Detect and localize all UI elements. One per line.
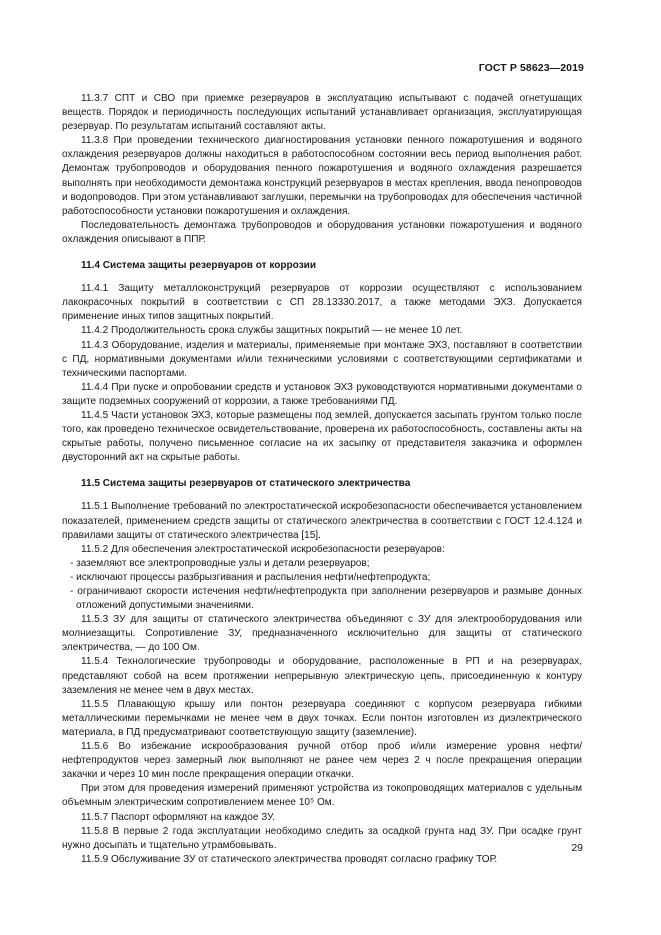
paragraph: 11.3.8 При проведении технического диагностирования установки пенного пожаротушения и водяного охлаждения резервуаров должны находиться в работоспособном состоянии весь период выполнения работ. Демонтаж трубопроводов и оборудования пенного пожаротушения и водяного охлаждения разрешается выполнять при необходимости демонтажа конструкций резервуаров в местах крепления, ввода пенопроводов и водопроводов. При этом устанавливают заглушки, перемычки на трубопроводах для обеспечения частичной работоспособности установки пожаротушения и охлаждения. [62,135,582,217]
paragraph: 11.5.7 Паспорт оформляют на каждое ЗУ. [81,811,276,823]
document-body [62,92,582,867]
paragraph: 11.4.5 Части установок ЭХЗ, которые размещены под землей, допускается засыпать грунтом только после того, как проведено техническое освидетельствование, проверена их работоспособность, составлены акты на скрытые работы, получено письменное согласие на их засыпку от представителя заказчика и оформлен двусторонний акт на скрытые работы. [62,409,582,464]
list-item: - ограничивают скорости истечения нефти/нефтепродукта при заполнении резервуаров и размыве донных отложений допустимыми значениями. [70,586,582,612]
paragraph: 11.5.3 ЗУ для защиты от статического электричества объединяют с ЗУ для электрооборудования или молниезащиты. Сопротивление ЗУ, предназначенного исключительно для защиты от статического электричества, — до 100 Ом. [62,614,582,654]
paragraph: 11.5.2 Для обеспечения электростатической искробезопасности резервуаров: [81,543,445,555]
paragraph: 11.4.3 Оборудование, изделия и материалы, применяемые при монтаже ЭХЗ, поставляют в соответствии с ПД, нормативными документами и/или техническими условиями с соответствующими сертификатами и техническими паспортами. [62,339,582,379]
list-item: - исключают процессы разбрызгивания и распыления нефти/нефтепродукта; [70,571,431,583]
paragraph: 11.4.4 При пуске и опробовании средств и установок ЭХЗ руководствуются нормативными документами о защите подземных сооружений от коррозии, а также требованиями ПД. [62,381,582,407]
section-heading: 11.4 Система защиты резервуаров от коррозии [81,260,317,272]
paragraph: 11.5.9 Обслуживание ЗУ от статического электричества проводят согласно графику ТОР. [81,853,498,865]
paragraph: При этом для проведения измерений применяют устройства из токопроводящих материалов с удельным объемным электрическим сопротивлением менее 10⁵ Ом. [62,783,582,809]
paragraph: 11.3.7 СПТ и СВО при приемке резервуаров в эксплуатацию испытывают с подачей огнетушащих веществ. Порядок и периодичность последующих испытаний устанавливает организация, эксплуатирующая резервуар. По результатам испытаний составляют акты. [62,93,582,133]
paragraph: 11.5.6 Во избежание искрообразования ручной отбор проб и/или измерение уровня нефти/нефтепродуктов через замерный люк выполняют не ранее чем через 2 ч после прекращения операции закачки и через 10 мин после прекращения операции откачки. [62,741,582,781]
list-item: - заземляют все электропроводные узлы и детали резервуаров; [70,557,370,569]
paragraph: Последовательность демонтажа трубопроводов и оборудования установки пожаротушения и водяного охлаждения описывают в ППР. [62,219,582,245]
paragraph: 11.4.2 Продолжительность срока службы защитных покрытий — не менее 10 лет. [81,325,463,337]
document-code-header: ГОСТ Р 58623—2019 [478,62,584,74]
page-number: 29 [571,842,583,854]
paragraph: 11.4.1 Защиту металлоконструкций резервуаров от коррозии осуществляют с использованием лакокрасочных покрытий в соответствии с СП 28.13330.2017, а также методами ЭХЗ. Допускается применение иных типов защитных покрытий. [62,283,582,323]
paragraph: 11.5.1 Выполнение требований по электростатической искробезопасности обеспечивается установлением показателей, применением средств защиты от статического электричества в соответствии с ГОСТ 12.4.124 и правилами защиты от статического электричества [15]. [62,501,582,541]
paragraph: 11.5.4 Технологические трубопроводы и оборудование, расположенные в РП и на резервуарах, представляют собой на всем протяжении непрерывную электрическую цепь, присоединенную к контуру заземления не менее чем в двух местах. [62,656,582,696]
paragraph: 11.5.5 Плавающую крышу или понтон резервуара соединяют с корпусом резервуара гибкими металлическими перемычками не менее чем в двух точках. Если понтон изготовлен из диэлектрического материала, в ПД предусматривают соответствующую защиту (заземление). [62,698,582,738]
paragraph: 11.5.8 В первые 2 года эксплуатации необходимо следить за осадкой грунта над ЗУ. При осадке грунт нужно досыпать и тщательно утрамбовывать. [62,825,582,851]
section-heading: 11.5 Система защиты резервуаров от статического электричества [81,478,411,490]
